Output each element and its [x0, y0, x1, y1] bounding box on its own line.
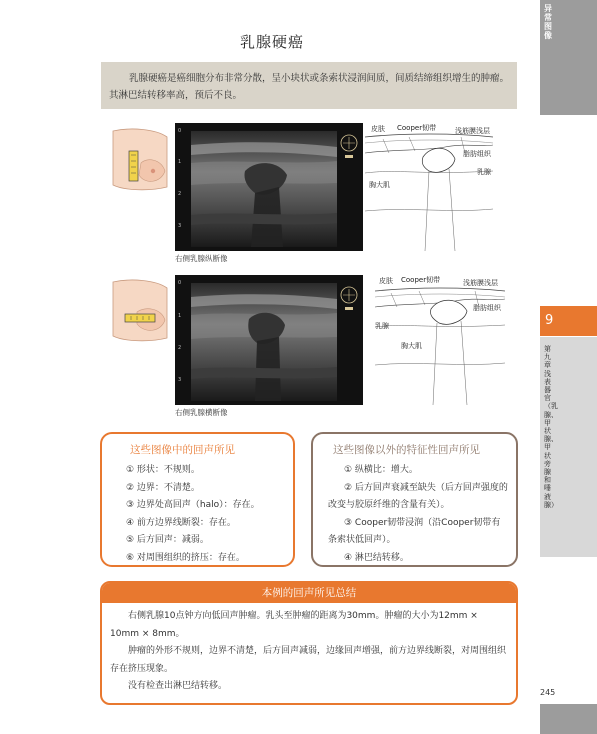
svg-text:2: 2 — [178, 191, 182, 197]
label-superficial-fascia: 浅筋膜浅层 — [455, 127, 490, 135]
svg-text:1: 1 — [178, 159, 182, 165]
label-cooper-ligament: Cooper韧带 — [401, 276, 441, 284]
summary-title: 本例的回声所见总结 — [102, 583, 516, 603]
side-tab-bar — [540, 0, 597, 734]
svg-text:1: 1 — [178, 313, 182, 319]
list-item: ① 纵横比：增大。 — [344, 465, 418, 475]
list-item: ② 后方回声衰减至缺失（后方回声强度的改变与胶原纤维的含量有关）。 — [328, 482, 508, 510]
summary-box — [100, 581, 518, 705]
label-pectoralis: 胸大肌 — [401, 342, 422, 350]
findings-in-images-list — [126, 462, 260, 567]
chapter-label: 第九章 浅表器官（乳腺、甲状腺、甲状旁腺和唾液腺） — [544, 345, 558, 509]
list-item: ④ 淋巴结转移。 — [344, 552, 409, 563]
label-fat-tissue: 脂肪组织 — [463, 150, 491, 158]
label-fat-tissue: 脂肪组织 — [473, 304, 501, 312]
list-item: ④ 前方边界线断裂：存在。 — [126, 517, 236, 528]
breast-illustration-transverse — [111, 278, 169, 343]
side-section-label: 异常图像 — [544, 4, 552, 40]
breast-illustration-longitudinal — [111, 127, 169, 192]
side-bottom-tab — [540, 704, 597, 734]
svg-text:0: 0 — [178, 128, 182, 134]
intro-box: 乳腺硬癌是癌细胞分布非常分散，呈小块状或条索状浸润间质，间质结缔组织增生的肿瘤。其淋巴结转移率高，预后不良。 — [101, 62, 517, 109]
findings-in-images-title: 这些图像中的回声所见 — [130, 444, 235, 456]
list-item: ③ Cooper韧带浸润（沿Cooper韧带有条索状低回声）。 — [328, 517, 501, 545]
list-item: ② 边界：不清楚。 — [126, 482, 200, 493]
svg-text:3: 3 — [178, 223, 182, 229]
summary-paragraph: 没有检查出淋巴结转移。 — [128, 681, 228, 691]
list-item: ⑥ 对周围组织的挤压：存在。 — [126, 552, 245, 563]
ultrasound-image-transverse — [175, 275, 363, 405]
findings-other-box — [311, 432, 518, 567]
list-item: ③ 边界处高回声（halo）：存在。 — [126, 500, 260, 510]
label-skin: 皮肤 — [379, 277, 393, 285]
diagram-longitudinal — [365, 123, 493, 251]
chapter-tab[interactable] — [540, 337, 597, 557]
findings-other-list — [328, 462, 508, 567]
chapter-number-tab[interactable]: 9 — [540, 306, 597, 336]
page-number: 245 — [540, 688, 556, 697]
label-superficial-fascia: 浅筋膜浅层 — [463, 279, 498, 287]
diagram-transverse — [375, 275, 505, 405]
figure-caption-transverse: 右侧乳腺横断像 — [175, 408, 228, 417]
label-skin: 皮肤 — [371, 125, 385, 133]
side-section-tab[interactable] — [540, 0, 597, 115]
svg-text:2: 2 — [178, 345, 182, 351]
findings-other-title: 这些图像以外的特征性回声所见 — [333, 444, 480, 456]
label-gland: 乳腺 — [375, 322, 389, 330]
summary-paragraph: 右侧乳腺10点钟方向低回声肿瘤。乳头至肿瘤的距离为30mm。肿瘤的大小为12mm × 10mm × 8mm。 — [110, 611, 478, 639]
ultrasound-image-longitudinal — [175, 123, 363, 251]
label-cooper-ligament: Cooper韧带 — [397, 124, 437, 132]
figure-caption-longitudinal: 右侧乳腺纵断像 — [175, 254, 228, 263]
list-item: ⑤ 后方回声：减弱。 — [126, 535, 209, 545]
page-title: 乳腺硬癌 — [240, 33, 305, 51]
summary-body — [102, 603, 516, 696]
svg-text:3: 3 — [178, 377, 182, 383]
label-gland: 乳腺 — [477, 168, 491, 176]
findings-in-images-box — [100, 432, 295, 567]
label-pectoralis: 胸大肌 — [369, 181, 390, 189]
list-item: ① 形状：不规则。 — [126, 465, 200, 475]
summary-paragraph: 肿瘤的外形不规则，边界不清楚，后方回声减弱，边缘回声增强，前方边界线断裂，对周围组织存在挤压现象。 — [110, 646, 507, 674]
svg-text:0: 0 — [178, 280, 182, 286]
